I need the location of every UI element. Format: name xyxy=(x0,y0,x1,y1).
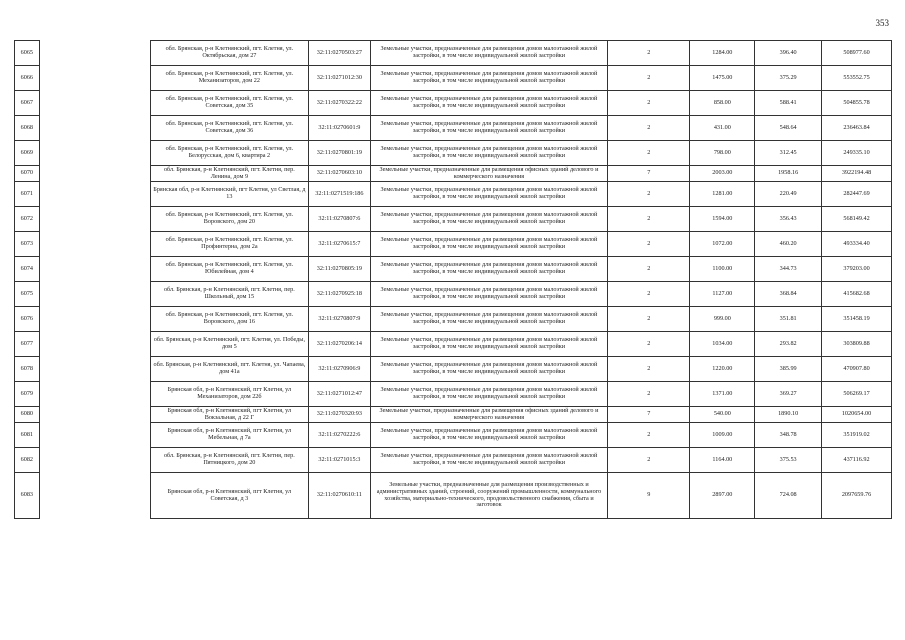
address-cell: Брянская обл, р-н Клетнянский, пгт Клетня, ул Механизаторов, дом 22б xyxy=(150,382,308,407)
cadastral-number-cell: 32:11:0270603:10 xyxy=(309,166,371,182)
area-cell: 1284.00 xyxy=(690,41,755,66)
cadastral-value-cell: 236463.84 xyxy=(822,116,892,141)
cadastral-number-cell: 32:11:0270807:6 xyxy=(309,207,371,232)
group-cell: 2 xyxy=(608,232,690,257)
table-row xyxy=(15,232,892,257)
group-cell: 2 xyxy=(608,41,690,66)
cadastral-value-cell: 282447.69 xyxy=(822,182,892,207)
land-use-cell: Земельные участки, предназначенные для размещения домов малоэтажной жилой застройки, в том числе индивидуальной жилой застройки xyxy=(370,207,607,232)
row-number: 6083 xyxy=(15,473,40,519)
group-cell: 2 xyxy=(608,257,690,282)
group-cell: 7 xyxy=(608,166,690,182)
empty-cell xyxy=(39,166,150,182)
land-use-cell: Земельные участки, предназначенные для размещения офисных зданий делового и коммерческого назначения xyxy=(370,407,607,423)
cadastral-number-cell: 32:11:0270322:22 xyxy=(309,91,371,116)
row-number: 6066 xyxy=(15,66,40,91)
group-cell: 2 xyxy=(608,141,690,166)
empty-cell xyxy=(39,91,150,116)
specific-value-cell: 588.41 xyxy=(755,91,822,116)
area-cell: 1009.00 xyxy=(690,423,755,448)
cadastral-number-cell: 32:11:0270610:11 xyxy=(309,473,371,519)
address-cell: обл. Брянская, р-н Клетнянский, пгт. Клетня, ул. Профинтерна, дом 2а xyxy=(150,232,308,257)
address-cell: Брянская обл, р-н Клетнянский, пгт Клетня, ул Вокзальная, д 22 Г xyxy=(150,407,308,423)
specific-value-cell: 724.08 xyxy=(755,473,822,519)
land-use-cell: Земельные участки, предназначенные для размещения производственных и административных зданий, строений, сооружений промышленности, коммунального хозяйства, материально-технического, продовольственного снабжения, сбыта и заготовок xyxy=(370,473,607,519)
cadastral-number-cell: 32:11:0270805:19 xyxy=(309,257,371,282)
land-use-cell: Земельные участки, предназначенные для размещения домов малоэтажной жилой застройки, в том числе индивидуальной жилой застройки xyxy=(370,382,607,407)
table-row xyxy=(15,207,892,232)
row-number: 6078 xyxy=(15,357,40,382)
land-use-cell: Земельные участки, предназначенные для размещения домов малоэтажной жилой застройки, в том числе индивидуальной жилой застройки xyxy=(370,182,607,207)
cadastral-number-cell: 32:11:0270615:7 xyxy=(309,232,371,257)
address-cell: Брянская обл, р-н Клетнянский, пгт Клетня, ул Советская, д 3 xyxy=(150,473,308,519)
cadastral-value-cell: 379203.00 xyxy=(822,257,892,282)
table-row xyxy=(15,116,892,141)
row-number: 6071 xyxy=(15,182,40,207)
specific-value-cell: 220.49 xyxy=(755,182,822,207)
address-cell: обл. Брянская, р-н Клетнянский, пгт. Клетня, пер. Школьный, дом 15 xyxy=(150,282,308,307)
specific-value-cell: 312.45 xyxy=(755,141,822,166)
empty-cell xyxy=(39,473,150,519)
specific-value-cell: 396.40 xyxy=(755,41,822,66)
row-number: 6069 xyxy=(15,141,40,166)
area-cell: 858.00 xyxy=(690,91,755,116)
cadastral-value-cell: 351919.02 xyxy=(822,423,892,448)
area-cell: 1594.00 xyxy=(690,207,755,232)
row-number: 6081 xyxy=(15,423,40,448)
cadastral-number-cell: 32:11:0271012:47 xyxy=(309,382,371,407)
group-cell: 2 xyxy=(608,282,690,307)
table-row xyxy=(15,332,892,357)
area-cell: 1127.00 xyxy=(690,282,755,307)
row-number: 6072 xyxy=(15,207,40,232)
cadastral-value-cell: 470907.80 xyxy=(822,357,892,382)
address-cell: обл. Брянская, р-н Клетнянский, пгт. Клетня, пер. Ленина, дом 9 xyxy=(150,166,308,182)
row-number: 6077 xyxy=(15,332,40,357)
cadastral-value-cell: 351458.19 xyxy=(822,307,892,332)
cadastral-value-cell: 504855.78 xyxy=(822,91,892,116)
table-row xyxy=(15,41,892,66)
cadastral-number-cell: 32:11:0270807:9 xyxy=(309,307,371,332)
table-row xyxy=(15,141,892,166)
area-cell: 798.00 xyxy=(690,141,755,166)
cadastral-value-cell: 249335.10 xyxy=(822,141,892,166)
specific-value-cell: 460.20 xyxy=(755,232,822,257)
group-cell: 2 xyxy=(608,307,690,332)
empty-cell xyxy=(39,141,150,166)
cadastral-value-cell: 437116.92 xyxy=(822,448,892,473)
address-cell: обл. Брянская, р-н Клетнянский, пгт. Клетня, ул. Воровского, дом 16 xyxy=(150,307,308,332)
empty-cell xyxy=(39,332,150,357)
cadastral-value-cell: 3922194.48 xyxy=(822,166,892,182)
specific-value-cell: 293.82 xyxy=(755,332,822,357)
cadastral-number-cell: 32:11:0270906:9 xyxy=(309,357,371,382)
area-cell: 540.00 xyxy=(690,407,755,423)
table-row xyxy=(15,257,892,282)
table-row xyxy=(15,423,892,448)
cadastral-value-cell: 493334.40 xyxy=(822,232,892,257)
empty-cell xyxy=(39,448,150,473)
specific-value-cell: 375.29 xyxy=(755,66,822,91)
table-row xyxy=(15,448,892,473)
area-cell: 1100.00 xyxy=(690,257,755,282)
land-use-cell: Земельные участки, предназначенные для размещения домов малоэтажной жилой застройки, в том числе индивидуальной жилой застройки xyxy=(370,116,607,141)
land-use-cell: Земельные участки, предназначенные для размещения домов малоэтажной жилой застройки, в том числе индивидуальной жилой застройки xyxy=(370,91,607,116)
table-row xyxy=(15,357,892,382)
address-cell: Брянская обл, р-н Клетнянский, пгт Клетня, ул Светлая, д 13 xyxy=(150,182,308,207)
group-cell: 2 xyxy=(608,66,690,91)
address-cell: обл. Брянская, р-н Клетнянский, пгт. Клетня, ул. Воровского, дом 20 xyxy=(150,207,308,232)
cadastral-value-cell: 568149.42 xyxy=(822,207,892,232)
specific-value-cell: 356.43 xyxy=(755,207,822,232)
table-row xyxy=(15,66,892,91)
table-row xyxy=(15,307,892,332)
address-cell: обл. Брянская, р-н Клетнянский, пгт. Клетня, ул. Чапаева, дом 41а xyxy=(150,357,308,382)
area-cell: 1220.00 xyxy=(690,357,755,382)
row-number: 6070 xyxy=(15,166,40,182)
empty-cell xyxy=(39,407,150,423)
row-number: 6075 xyxy=(15,282,40,307)
cadastral-value-cell: 508977.60 xyxy=(822,41,892,66)
specific-value-cell: 344.73 xyxy=(755,257,822,282)
land-registry-table xyxy=(14,40,892,519)
group-cell: 2 xyxy=(608,116,690,141)
cadastral-number-cell: 32:11:0270222:6 xyxy=(309,423,371,448)
empty-cell xyxy=(39,41,150,66)
land-use-cell: Земельные участки, предназначенные для размещения домов малоэтажной жилой застройки, в том числе индивидуальной жилой застройки xyxy=(370,448,607,473)
empty-cell xyxy=(39,382,150,407)
area-cell: 1034.00 xyxy=(690,332,755,357)
cadastral-value-cell: 2097659.76 xyxy=(822,473,892,519)
land-use-cell: Земельные участки, предназначенные для размещения домов малоэтажной жилой застройки, в том числе индивидуальной жилой застройки xyxy=(370,423,607,448)
cadastral-number-cell: 32:11:0270801:19 xyxy=(309,141,371,166)
empty-cell xyxy=(39,282,150,307)
empty-cell xyxy=(39,66,150,91)
specific-value-cell: 385.99 xyxy=(755,357,822,382)
row-number: 6082 xyxy=(15,448,40,473)
empty-cell xyxy=(39,116,150,141)
empty-cell xyxy=(39,257,150,282)
row-number: 6068 xyxy=(15,116,40,141)
empty-cell xyxy=(39,357,150,382)
group-cell: 2 xyxy=(608,357,690,382)
cadastral-number-cell: 32:11:0270206:14 xyxy=(309,332,371,357)
address-cell: обл. Брянская, р-н Клетнянский, пгт. Клетня, ул. Советская, дом 35 xyxy=(150,91,308,116)
group-cell: 9 xyxy=(608,473,690,519)
cadastral-number-cell: 32:11:0271519:186 xyxy=(309,182,371,207)
area-cell: 1475.00 xyxy=(690,66,755,91)
table-row xyxy=(15,91,892,116)
table-row xyxy=(15,473,892,519)
specific-value-cell: 348.78 xyxy=(755,423,822,448)
cadastral-number-cell: 32:11:0271012:30 xyxy=(309,66,371,91)
empty-cell xyxy=(39,307,150,332)
specific-value-cell: 375.53 xyxy=(755,448,822,473)
group-cell: 2 xyxy=(608,382,690,407)
cadastral-value-cell: 303809.88 xyxy=(822,332,892,357)
area-cell: 2003.00 xyxy=(690,166,755,182)
cadastral-number-cell: 32:11:0270503:27 xyxy=(309,41,371,66)
group-cell: 2 xyxy=(608,423,690,448)
empty-cell xyxy=(39,207,150,232)
land-use-cell: Земельные участки, предназначенные для размещения домов малоэтажной жилой застройки, в том числе индивидуальной жилой застройки xyxy=(370,257,607,282)
cadastral-number-cell: 32:11:0270320:93 xyxy=(309,407,371,423)
empty-cell xyxy=(39,182,150,207)
cadastral-value-cell: 415682.68 xyxy=(822,282,892,307)
land-use-cell: Земельные участки, предназначенные для размещения офисных зданий делового и коммерческого назначения xyxy=(370,166,607,182)
area-cell: 2897.00 xyxy=(690,473,755,519)
land-use-cell: Земельные участки, предназначенные для размещения домов малоэтажной жилой застройки, в том числе индивидуальной жилой застройки xyxy=(370,66,607,91)
cadastral-value-cell: 553552.75 xyxy=(822,66,892,91)
address-cell: обл. Брянская, р-н Клетнянский, пгт. Клетня, ул. Юбилейная, дом 4 xyxy=(150,257,308,282)
land-use-cell: Земельные участки, предназначенные для размещения домов малоэтажной жилой застройки, в том числе индивидуальной жилой застройки xyxy=(370,307,607,332)
table-row xyxy=(15,407,892,423)
specific-value-cell: 1958.16 xyxy=(755,166,822,182)
group-cell: 2 xyxy=(608,182,690,207)
address-cell: обл. Брянская, р-н Клетнянский, пгт. Клетня, ул. Советская, дом 36 xyxy=(150,116,308,141)
table-row xyxy=(15,282,892,307)
table-row xyxy=(15,166,892,182)
cadastral-number-cell: 32:11:0270925:18 xyxy=(309,282,371,307)
land-use-cell: Земельные участки, предназначенные для размещения домов малоэтажной жилой застройки, в том числе индивидуальной жилой застройки xyxy=(370,141,607,166)
land-use-cell: Земельные участки, предназначенные для размещения домов малоэтажной жилой застройки, в том числе индивидуальной жилой застройки xyxy=(370,41,607,66)
group-cell: 2 xyxy=(608,448,690,473)
land-use-cell: Земельные участки, предназначенные для размещения домов малоэтажной жилой застройки, в том числе индивидуальной жилой застройки xyxy=(370,332,607,357)
area-cell: 431.00 xyxy=(690,116,755,141)
specific-value-cell: 548.64 xyxy=(755,116,822,141)
row-number: 6065 xyxy=(15,41,40,66)
group-cell: 2 xyxy=(608,91,690,116)
cadastral-number-cell: 32:11:0271015:3 xyxy=(309,448,371,473)
group-cell: 2 xyxy=(608,207,690,232)
empty-cell xyxy=(39,232,150,257)
land-use-cell: Земельные участки, предназначенные для размещения домов малоэтажной жилой застройки, в том числе индивидуальной жилой застройки xyxy=(370,357,607,382)
address-cell: обл. Брянская, р-н Клетнянский, пгт. Клетня, ул. Победы, дом 5 xyxy=(150,332,308,357)
table-row xyxy=(15,382,892,407)
empty-cell xyxy=(39,423,150,448)
area-cell: 1371.00 xyxy=(690,382,755,407)
cadastral-value-cell: 506269.17 xyxy=(822,382,892,407)
cadastral-number-cell: 32:11:0270601:9 xyxy=(309,116,371,141)
address-cell: обл. Брянская, р-н Клетнянский, пгт. Клетня, пер. Пятницкого, дом 20 xyxy=(150,448,308,473)
land-use-cell: Земельные участки, предназначенные для размещения домов малоэтажной жилой застройки, в том числе индивидуальной жилой застройки xyxy=(370,282,607,307)
cadastral-value-cell: 1020654.00 xyxy=(822,407,892,423)
row-number: 6076 xyxy=(15,307,40,332)
specific-value-cell: 369.27 xyxy=(755,382,822,407)
table-row xyxy=(15,182,892,207)
area-cell: 1164.00 xyxy=(690,448,755,473)
specific-value-cell: 351.81 xyxy=(755,307,822,332)
row-number: 6080 xyxy=(15,407,40,423)
row-number: 6079 xyxy=(15,382,40,407)
area-cell: 1281.00 xyxy=(690,182,755,207)
land-use-cell: Земельные участки, предназначенные для размещения домов малоэтажной жилой застройки, в том числе индивидуальной жилой застройки xyxy=(370,232,607,257)
area-cell: 999.00 xyxy=(690,307,755,332)
specific-value-cell: 1890.10 xyxy=(755,407,822,423)
address-cell: обл. Брянская, р-н Клетнянский, пгт. Клетня, ул. Октябрьская, дом 27 xyxy=(150,41,308,66)
address-cell: Брянская обл, р-н Клетнянский, пгт Клетня, ул Мебельная, д 7а xyxy=(150,423,308,448)
address-cell: обл. Брянская, р-н Клетнянский, пгт. Клетня, ул. Механизаторов, дом 22 xyxy=(150,66,308,91)
page-number: 353 xyxy=(875,18,889,28)
area-cell: 1072.00 xyxy=(690,232,755,257)
group-cell: 7 xyxy=(608,407,690,423)
group-cell: 2 xyxy=(608,332,690,357)
row-number: 6074 xyxy=(15,257,40,282)
row-number: 6067 xyxy=(15,91,40,116)
address-cell: обл. Брянская, р-н Клетнянский, пгт. Клетня, ул. Белорусская, дом 6, квартира 2 xyxy=(150,141,308,166)
specific-value-cell: 368.84 xyxy=(755,282,822,307)
row-number: 6073 xyxy=(15,232,40,257)
table-body xyxy=(15,41,892,519)
